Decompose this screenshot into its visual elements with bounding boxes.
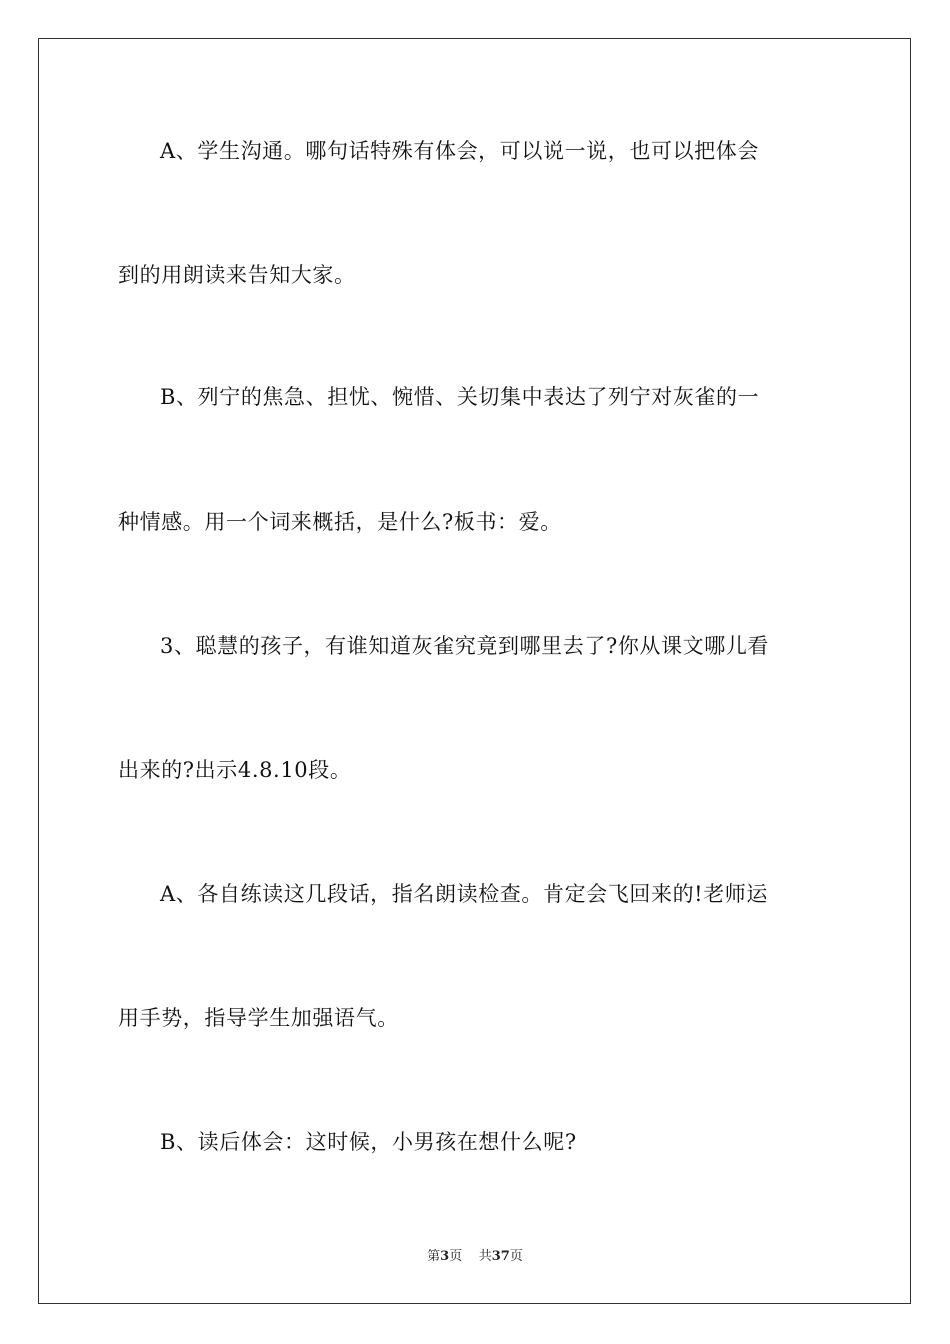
page-footer — [0, 1248, 950, 1266]
footer-page-prefix: 第 — [427, 1249, 441, 1264]
paragraph-line-4: 种情感。用一个词来概括，是什么?板书：爱。 — [118, 510, 562, 534]
paragraph-line-5: 3、聪慧的孩子，有谁知道灰雀究竟到哪里去了?你从课文哪儿看 — [160, 634, 770, 658]
footer-page-number: 3 — [440, 1249, 450, 1264]
paragraph-line-8: 用手势，指导学生加强语气。 — [118, 1006, 399, 1030]
footer-total-prefix: 共 — [478, 1249, 492, 1264]
footer-page-suffix: 页 — [449, 1249, 463, 1264]
paragraph-line-3: B、列宁的焦急、担忧、惋惜、关切集中表达了列宁对灰雀的一 — [160, 385, 760, 409]
footer-total-suffix: 页 — [509, 1249, 523, 1264]
paragraph-line-6: 出来的?出示4.8.10段。 — [118, 758, 352, 782]
footer-total-pages: 37 — [491, 1249, 510, 1264]
paragraph-line-7: A、各自练读这几段话，指名朗读检查。肯定会飞回来的!老师运 — [160, 882, 769, 906]
paragraph-line-9: B、读后体会：这时候，小男孩在想什么呢? — [160, 1130, 577, 1154]
page-border — [38, 38, 911, 1304]
paragraph-line-1: A、学生沟通。哪句话特殊有体会，可以说一说，也可以把体会 — [160, 139, 759, 163]
paragraph-line-2: 到的用朗读来告知大家。 — [118, 263, 356, 287]
